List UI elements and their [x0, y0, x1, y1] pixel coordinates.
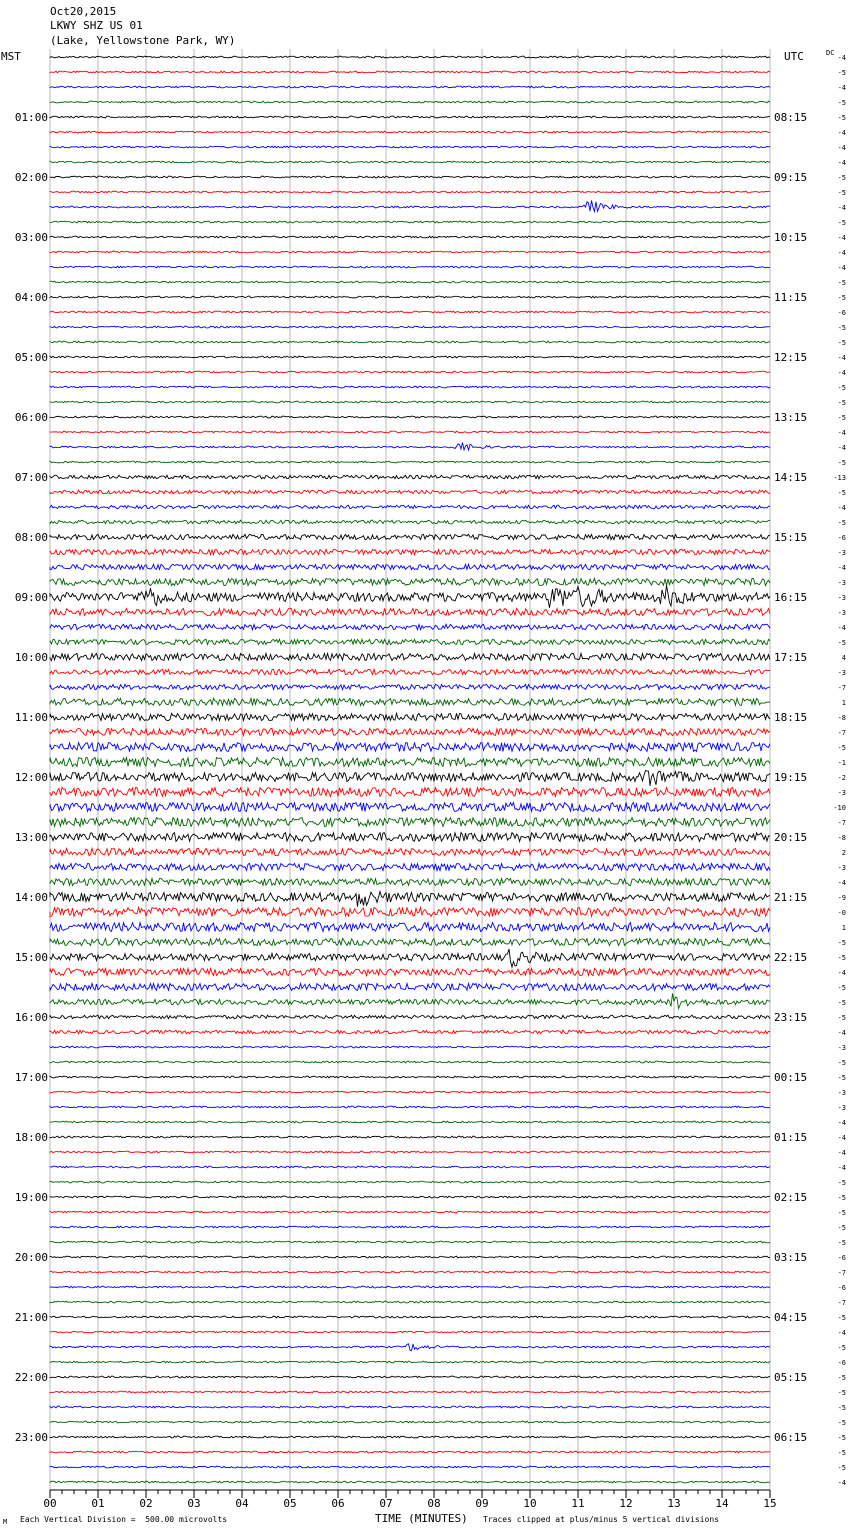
seismic-trace [50, 1151, 770, 1153]
dc-offset-label: -4 [837, 1329, 846, 1337]
dc-offset-label: 2 [841, 849, 846, 857]
seismic-trace [50, 356, 770, 358]
dc-offset-label: -5 [837, 939, 846, 947]
dc-offset-label: -5 [837, 1374, 846, 1382]
dc-offset-label: -4 [837, 354, 846, 362]
dc-offset-label: -5 [837, 744, 846, 752]
seismic-trace [50, 191, 770, 193]
seismic-trace [50, 771, 770, 786]
right-hour-label: 22:15 [774, 951, 808, 964]
dc-offset-label: -3 [837, 1044, 846, 1052]
seismic-trace [50, 1226, 770, 1228]
dc-offset-label: 1 [841, 924, 846, 932]
right-hour-label: 01:15 [774, 1131, 808, 1144]
seismic-trace [50, 461, 770, 463]
dc-offset-label: -5 [837, 1419, 846, 1427]
x-tick-label: 10 [523, 1497, 537, 1510]
seismic-trace [50, 1421, 770, 1423]
dc-offset-label: -4 [837, 369, 846, 377]
dc-offset-label: -4 [837, 1479, 846, 1487]
dc-offset-label: -5 [837, 1059, 846, 1067]
right-hour-label: 21:15 [774, 891, 808, 904]
seismic-trace [50, 891, 770, 906]
dc-offset-label: -4 [837, 84, 846, 92]
dc-offset-label: -5 [837, 999, 846, 1007]
x-tick-label: 08 [427, 1497, 441, 1510]
right-hour-label: 19:15 [774, 771, 808, 784]
left-hour-label: 04:00 [14, 291, 48, 304]
left-hour-label: 16:00 [14, 1011, 48, 1024]
seismic-trace [50, 608, 770, 615]
seismic-trace [50, 281, 770, 283]
dc-offset-label: -3 [837, 1089, 846, 1097]
dc-offset-label: -5 [837, 984, 846, 992]
dc-offset-label: -5 [837, 459, 846, 467]
seismic-trace [50, 993, 770, 1008]
dc-offset-label: -5 [837, 384, 846, 392]
dc-offset-label: -4 [837, 564, 846, 572]
dc-offset-label: -5 [837, 1389, 846, 1397]
x-tick-label: 01 [91, 1497, 105, 1510]
seismic-trace [50, 1166, 770, 1168]
dc-offset-label: -5 [837, 1179, 846, 1187]
x-tick-label: 14 [715, 1497, 729, 1510]
left-hour-label: 11:00 [14, 711, 48, 724]
seismic-trace [50, 564, 770, 569]
dc-offset-label: -2 [837, 774, 846, 782]
right-hour-label: 14:15 [774, 471, 808, 484]
seismic-trace [50, 669, 770, 674]
seismic-trace [50, 968, 770, 975]
x-tick-label: 13 [667, 1497, 681, 1510]
right-hour-label: 05:15 [774, 1371, 808, 1384]
left-hour-label: 14:00 [14, 891, 48, 904]
seismic-trace [50, 534, 770, 539]
dc-offset-label: -3 [837, 1104, 846, 1112]
left-timezone-label: MST [1, 50, 21, 63]
right-timezone-label: UTC [784, 50, 804, 63]
right-hour-label: 18:15 [774, 711, 808, 724]
dc-offset-label: -4 [837, 444, 846, 452]
seismic-trace [50, 1136, 770, 1138]
dc-offset-label: -0 [837, 909, 846, 917]
header-date: Oct20,2015 [50, 5, 117, 18]
dc-offset-label: -4 [837, 879, 846, 887]
seismic-trace [50, 908, 770, 917]
right-hour-label: 11:15 [774, 291, 808, 304]
left-hour-label: 12:00 [14, 771, 48, 784]
right-hour-label: 09:15 [774, 171, 808, 184]
seismic-trace [50, 341, 770, 343]
seismic-trace [50, 923, 770, 932]
dc-offset-label: -4 [837, 129, 846, 137]
seismic-trace [50, 505, 770, 509]
left-hour-label: 01:00 [14, 111, 48, 124]
dc-offset-label: -3 [837, 579, 846, 587]
seismic-trace [50, 788, 770, 797]
seismic-trace [50, 416, 770, 418]
left-hour-label: 03:00 [14, 231, 48, 244]
dc-offset-label: -5 [837, 519, 846, 527]
seismic-trace [50, 549, 770, 554]
left-hour-label: 21:00 [14, 1311, 48, 1324]
seismic-trace [50, 1301, 770, 1303]
x-tick-label: 02 [139, 1497, 153, 1510]
right-hour-label: 16:15 [774, 591, 808, 604]
seismic-trace [50, 1286, 770, 1288]
right-hour-label: 12:15 [774, 351, 808, 364]
dc-offset-label: -5 [837, 399, 846, 407]
dc-offset-label: -5 [837, 1434, 846, 1442]
dc-offset-label: -4 [837, 1149, 846, 1157]
dc-offset-label: -5 [837, 1074, 846, 1082]
header-location: (Lake, Yellowstone Park, WY) [50, 34, 236, 47]
dc-offset-label: -7 [837, 684, 846, 692]
seismic-trace [50, 863, 770, 870]
left-hour-label: 06:00 [14, 411, 48, 424]
seismic-trace [50, 1271, 770, 1273]
seismic-trace [50, 311, 770, 313]
seismic-trace [50, 371, 770, 373]
seismic-trace [50, 743, 770, 752]
seismic-trace [50, 401, 770, 403]
left-hour-label: 20:00 [14, 1251, 48, 1264]
dc-offset-label: -7 [837, 1269, 846, 1277]
dc-offset-label: -4 [837, 429, 846, 437]
seismic-trace [50, 653, 770, 660]
dc-offset-label: -5 [837, 1014, 846, 1022]
seismic-trace [50, 1466, 770, 1468]
x-tick-label: 06 [331, 1497, 345, 1510]
seismic-trace [50, 1076, 770, 1078]
seismic-trace [50, 713, 770, 720]
dc-offset-label: -4 [837, 159, 846, 167]
dc-offset-label: -5 [837, 324, 846, 332]
left-hour-label: 22:00 [14, 1371, 48, 1384]
seismic-trace [50, 86, 770, 88]
footer-clip: Traces clipped at plus/minus 5 vertical divisions [483, 1515, 720, 1524]
left-hour-label: 13:00 [14, 831, 48, 844]
seismic-trace [50, 431, 770, 433]
x-tick-label: 07 [379, 1497, 393, 1510]
x-axis-title: TIME (MINUTES) [375, 1512, 468, 1525]
right-hour-label: 06:15 [774, 1431, 808, 1444]
dc-offset-label: -7 [837, 819, 846, 827]
left-hour-label: 09:00 [14, 591, 48, 604]
left-hour-label: 08:00 [14, 531, 48, 544]
right-hour-label: 02:15 [774, 1191, 808, 1204]
x-tick-label: 12 [619, 1497, 633, 1510]
seismic-trace [50, 1241, 770, 1243]
dc-offset-label: -5 [837, 69, 846, 77]
left-hour-label: 18:00 [14, 1131, 48, 1144]
seismic-trace [50, 251, 770, 253]
dc-offset-label: -5 [837, 99, 846, 107]
x-tick-label: 11 [571, 1497, 585, 1510]
dc-offset-label: -3 [837, 609, 846, 617]
dc-offset-label: -4 [837, 1119, 846, 1127]
dc-offset-label: -5 [837, 1449, 846, 1457]
seismic-trace [50, 1391, 770, 1393]
seismic-trace [50, 116, 770, 118]
x-tick-label: 15 [763, 1497, 777, 1510]
seismic-trace [50, 101, 770, 103]
seismic-trace [50, 200, 770, 211]
dc-offset-label: -6 [837, 309, 846, 317]
dc-offset-label: -5 [837, 1239, 846, 1247]
dc-offset-label: -3 [837, 594, 846, 602]
seismic-trace [50, 1451, 770, 1453]
seismic-trace [50, 818, 770, 827]
seismic-trace [50, 266, 770, 268]
seismic-trace [50, 443, 770, 451]
dc-offset-label: -5 [837, 414, 846, 422]
seismic-trace [50, 878, 770, 885]
right-hour-label: 20:15 [774, 831, 808, 844]
dc-offset-label: -1 [837, 759, 846, 767]
seismic-trace [50, 578, 770, 585]
dc-offset-label: 4 [841, 654, 846, 662]
dc-offset-label: 1 [841, 699, 846, 707]
seismic-trace [50, 1436, 770, 1438]
left-hour-label: 23:00 [14, 1431, 48, 1444]
seismic-trace [50, 56, 770, 58]
dc-offset-label: -4 [837, 624, 846, 632]
dc-offset-label: -13 [833, 474, 846, 482]
dc-offset-label: -5 [837, 1464, 846, 1472]
seismic-trace [50, 1121, 770, 1123]
seismic-trace [50, 983, 770, 990]
seismic-trace [50, 684, 770, 689]
seismic-trace [50, 326, 770, 328]
seismic-trace [50, 758, 770, 767]
seismic-trace [50, 475, 770, 479]
dc-offset-label: -5 [837, 489, 846, 497]
dc-offset-label: -9 [837, 894, 846, 902]
dc-offset-label: -5 [837, 1209, 846, 1217]
x-tick-label: 00 [43, 1497, 57, 1510]
seismic-trace [50, 1316, 770, 1318]
left-hour-label: 17:00 [14, 1071, 48, 1084]
seismic-trace [50, 1211, 770, 1213]
dc-offset-label: -4 [837, 504, 846, 512]
dc-offset-label: -5 [837, 174, 846, 182]
dc-offset-label: -4 [837, 1029, 846, 1037]
dc-offset-label: -5 [837, 189, 846, 197]
dc-offset-label: -4 [837, 264, 846, 272]
seismic-trace [50, 221, 770, 223]
dc-offset-label: -5 [837, 279, 846, 287]
right-hour-label: 08:15 [774, 111, 808, 124]
dc-offset-label: -7 [837, 729, 846, 737]
dc-offset-label: -8 [837, 834, 846, 842]
x-tick-label: 03 [187, 1497, 201, 1510]
seismic-trace [50, 1406, 770, 1408]
seismic-trace [50, 698, 770, 705]
right-hour-label: 15:15 [774, 531, 808, 544]
right-hour-label: 23:15 [774, 1011, 808, 1024]
seismic-trace [50, 161, 770, 163]
left-hour-label: 07:00 [14, 471, 48, 484]
dc-offset-label: -4 [837, 969, 846, 977]
seismic-trace [50, 833, 770, 842]
right-hour-label: 17:15 [774, 651, 808, 664]
seismic-trace [50, 1091, 770, 1093]
x-tick-label: 09 [475, 1497, 489, 1510]
dc-offset-label: -4 [837, 1164, 846, 1172]
seismic-trace [50, 1331, 770, 1333]
seismic-trace [50, 1361, 770, 1363]
seismic-trace [50, 1196, 770, 1198]
dc-offset-label: -4 [837, 249, 846, 257]
dc-offset-label: -5 [837, 294, 846, 302]
footer-mark: M [3, 1518, 8, 1526]
dc-offset-label: -5 [837, 1314, 846, 1322]
right-hour-label: 13:15 [774, 411, 808, 424]
x-tick-label: 04 [235, 1497, 249, 1510]
dc-offset-label: -5 [837, 639, 846, 647]
dc-offset-label: -4 [837, 204, 846, 212]
dc-offset-label: -5 [837, 339, 846, 347]
dc-offset-label: -7 [837, 1299, 846, 1307]
header-station: LKWY SHZ US 01 [50, 19, 143, 32]
left-hour-label: 15:00 [14, 951, 48, 964]
seismic-trace [50, 146, 770, 148]
dc-label: DC [826, 49, 835, 57]
seismic-trace [50, 585, 770, 607]
left-hour-label: 19:00 [14, 1191, 48, 1204]
seismic-trace [50, 1061, 770, 1063]
dc-offset-label: -3 [837, 669, 846, 677]
seismic-trace [50, 1376, 770, 1378]
seismic-trace [50, 490, 770, 494]
dc-offset-label: -6 [837, 1359, 846, 1367]
left-hour-label: 10:00 [14, 651, 48, 664]
seismic-trace [50, 71, 770, 73]
seismic-trace [50, 803, 770, 812]
dc-offset-label: -5 [837, 114, 846, 122]
right-hour-label: 10:15 [774, 231, 808, 244]
dc-offset-label: -5 [837, 219, 846, 227]
seismic-trace [50, 639, 770, 644]
seismic-trace [50, 176, 770, 178]
dc-offset-label: -10 [833, 804, 846, 812]
x-tick-label: 05 [283, 1497, 297, 1510]
seismic-trace [50, 1481, 770, 1483]
seismic-trace [50, 1344, 770, 1351]
seismic-trace [50, 624, 770, 629]
dc-offset-label: -4 [837, 144, 846, 152]
right-hour-label: 00:15 [774, 1071, 808, 1084]
seismic-trace [50, 1015, 770, 1019]
seismic-trace [50, 1181, 770, 1183]
seismic-trace [50, 1046, 770, 1048]
right-hour-label: 04:15 [774, 1311, 808, 1324]
seismic-trace [50, 131, 770, 133]
dc-offset-label: -4 [837, 1134, 846, 1142]
right-hour-label: 03:15 [774, 1251, 808, 1264]
seismic-trace [50, 949, 770, 967]
seismic-trace [50, 938, 770, 945]
dc-offset-label: -3 [837, 789, 846, 797]
seismic-trace [50, 236, 770, 238]
dc-offset-label: -8 [837, 714, 846, 722]
left-hour-label: 02:00 [14, 171, 48, 184]
left-hour-label: 05:00 [14, 351, 48, 364]
seismic-trace [50, 848, 770, 855]
dc-offset-label: -4 [837, 54, 846, 62]
dc-offset-label: -3 [837, 549, 846, 557]
dc-offset-label: -3 [837, 864, 846, 872]
seismic-trace [50, 296, 770, 298]
seismic-trace [50, 386, 770, 388]
dc-offset-label: -5 [837, 954, 846, 962]
dc-offset-label: -5 [837, 1194, 846, 1202]
dc-offset-label: -6 [837, 534, 846, 542]
seismic-trace [50, 1106, 770, 1108]
dc-offset-label: -6 [837, 1284, 846, 1292]
dc-offset-label: -5 [837, 1404, 846, 1412]
dc-offset-label: -4 [837, 234, 846, 242]
seismic-trace [50, 1030, 770, 1034]
footer-scale: Each Vertical Division = 500.00 microvolts [20, 1515, 228, 1524]
seismic-trace [50, 520, 770, 524]
dc-offset-label: -5 [837, 1224, 846, 1232]
seismic-trace [50, 1256, 770, 1258]
dc-offset-label: -5 [837, 1344, 846, 1352]
dc-offset-label: -6 [837, 1254, 846, 1262]
seismic-trace [50, 728, 770, 735]
